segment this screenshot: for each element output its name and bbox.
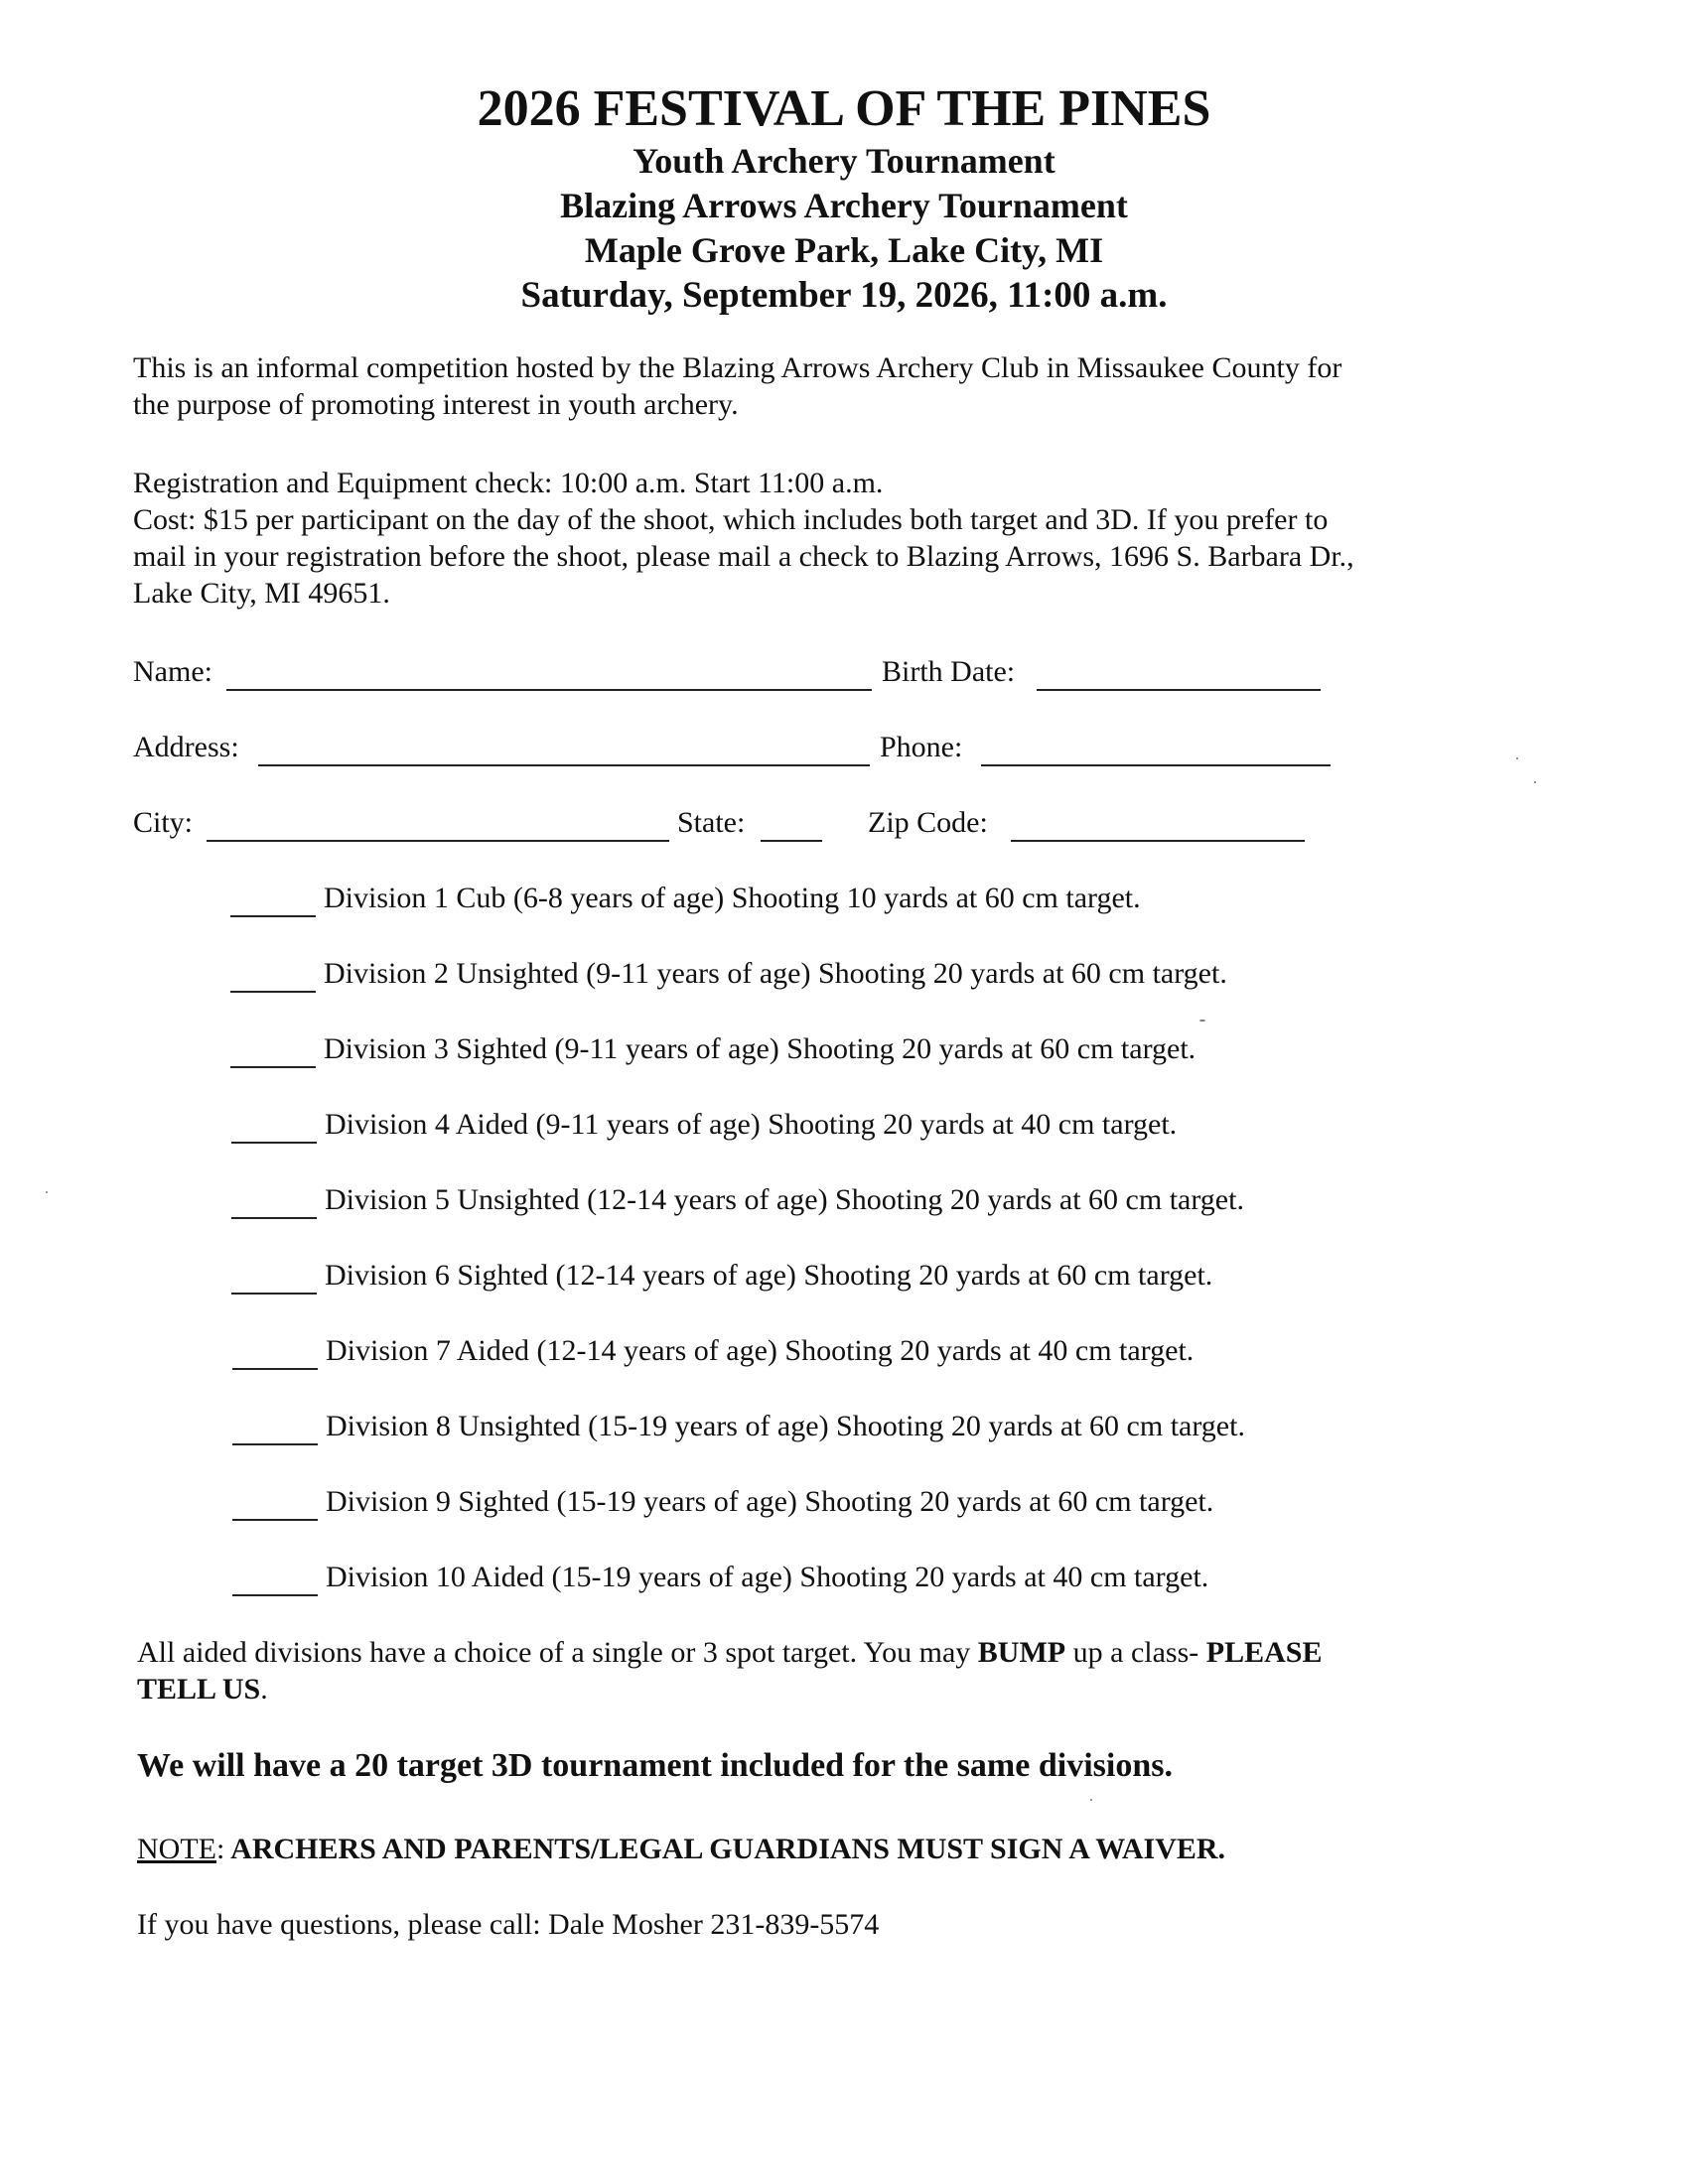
phone-label: Phone: (880, 731, 963, 763)
scan-speck (1199, 1020, 1205, 1022)
scan-speck (1516, 757, 1518, 759)
state-field[interactable] (761, 840, 822, 842)
division-checkbox-blank[interactable] (231, 1217, 317, 1219)
tell-us-emphasis: TELL US (137, 1673, 261, 1706)
page-title: 2026 FESTIVAL OF THE PINES (477, 80, 1211, 137)
contact-line: If you have questions, please call: Dale Mosher 231-839-5574 (137, 1908, 880, 1941)
registration-line: Cost: $15 per participant on the day of the shoot, which includes both target and 3D. If you prefer to (133, 503, 1329, 536)
subtitle-location: Maple Grove Park, Lake City, MI (584, 230, 1104, 270)
zip-code-field[interactable] (1011, 840, 1305, 842)
division-label: Division 1 Cub (6-8 years of age) Shooting 10 yards at 60 cm target. (324, 882, 1141, 914)
division-label: Division 5 Unsighted (12-14 years of age) Shooting 20 yards at 60 cm target. (325, 1183, 1244, 1216)
division-checkbox-blank[interactable] (232, 1368, 318, 1370)
subtitle-host: Blazing Arrows Archery Tournament (560, 186, 1128, 225)
registration-line: Registration and Equipment check: 10:00 a.m. Start 11:00 a.m. (133, 467, 884, 499)
division-label: Division 9 Sighted (15-19 years of age) Shooting 20 yards at 60 cm target. (326, 1485, 1214, 1518)
birth-date-field[interactable] (1037, 689, 1321, 691)
division-label: Division 8 Unsighted (15-19 years of age) Shooting 20 yards at 60 cm target. (326, 1410, 1245, 1442)
subtitle-event: Youth Archery Tournament (633, 141, 1055, 181)
address-field[interactable] (258, 764, 870, 766)
scan-speck (1090, 1799, 1092, 1801)
address-label: Address: (133, 731, 239, 763)
bump-emphasis: BUMP (977, 1636, 1066, 1669)
please-emphasis: PLEASE (1205, 1636, 1323, 1669)
scan-speck (1534, 781, 1536, 783)
name-field[interactable] (226, 689, 872, 691)
division-checkbox-blank[interactable] (231, 1293, 317, 1295)
intro-line: This is an informal competition hosted by the Blazing Arrows Archery Club in Missaukee County for (133, 351, 1342, 384)
division-checkbox-blank[interactable] (231, 1142, 317, 1144)
birth-date-label: Birth Date: (882, 655, 1016, 688)
note-label: NOTE (137, 1833, 216, 1865)
division-checkbox-blank[interactable] (230, 991, 316, 993)
aided-note-text: up a class- (1065, 1636, 1206, 1669)
aided-note-period: . (260, 1673, 268, 1706)
registration-line: mail in your registration before the shoot, please mail a check to Blazing Arrows, 1696 S. Barbara Dr., (133, 540, 1354, 573)
division-label: Division 3 Sighted (9-11 years of age) Shooting 20 yards at 60 cm target. (324, 1032, 1196, 1065)
division-checkbox-blank[interactable] (230, 1066, 316, 1068)
header (0, 79, 1688, 318)
aided-note-text: All aided divisions have a choice of a single or 3 spot target. You may (137, 1636, 978, 1669)
three-d-tournament-note: We will have a 20 target 3D tournament included for the same divisions. (137, 1747, 1173, 1784)
city-field[interactable] (207, 840, 669, 842)
division-label: Division 6 Sighted (12-14 years of age) Shooting 20 yards at 60 cm target. (325, 1259, 1213, 1292)
note-colon: : (215, 1833, 225, 1865)
division-label: Division 7 Aided (12-14 years of age) Shooting 20 yards at 40 cm target. (326, 1334, 1195, 1367)
state-label: State: (677, 806, 746, 839)
registration-line: Lake City, MI 49651. (133, 577, 390, 610)
division-label: Division 4 Aided (9-11 years of age) Shooting 20 yards at 40 cm target. (325, 1108, 1178, 1141)
division-checkbox-blank[interactable] (232, 1443, 318, 1445)
registration-paragraph (133, 465, 1523, 612)
zip-code-label: Zip Code: (868, 806, 988, 839)
intro-line: the purpose of promoting interest in youth archery. (133, 388, 739, 421)
phone-field[interactable] (981, 764, 1331, 766)
division-label: Division 2 Unsighted (9-11 years of age) Shooting 20 yards at 60 cm target. (324, 957, 1227, 990)
waiver-text: ARCHERS AND PARENTS/LEGAL GUARDIANS MUST SIGN A WAIVER. (224, 1833, 1226, 1865)
aided-divisions-note (137, 1634, 1547, 1707)
scan-speck (46, 1191, 48, 1193)
waiver-note (137, 1833, 1225, 1866)
name-label: Name: (133, 655, 212, 688)
division-checkbox-blank[interactable] (232, 1594, 318, 1596)
division-label: Division 10 Aided (15-19 years of age) Shooting 20 yards at 40 cm target. (326, 1561, 1209, 1593)
intro-paragraph (133, 349, 1523, 423)
city-label: City: (133, 806, 194, 839)
division-checkbox-blank[interactable] (230, 915, 316, 917)
division-checkbox-blank[interactable] (232, 1519, 318, 1521)
subtitle-date: Saturday, September 19, 2026, 11:00 a.m. (520, 275, 1168, 316)
